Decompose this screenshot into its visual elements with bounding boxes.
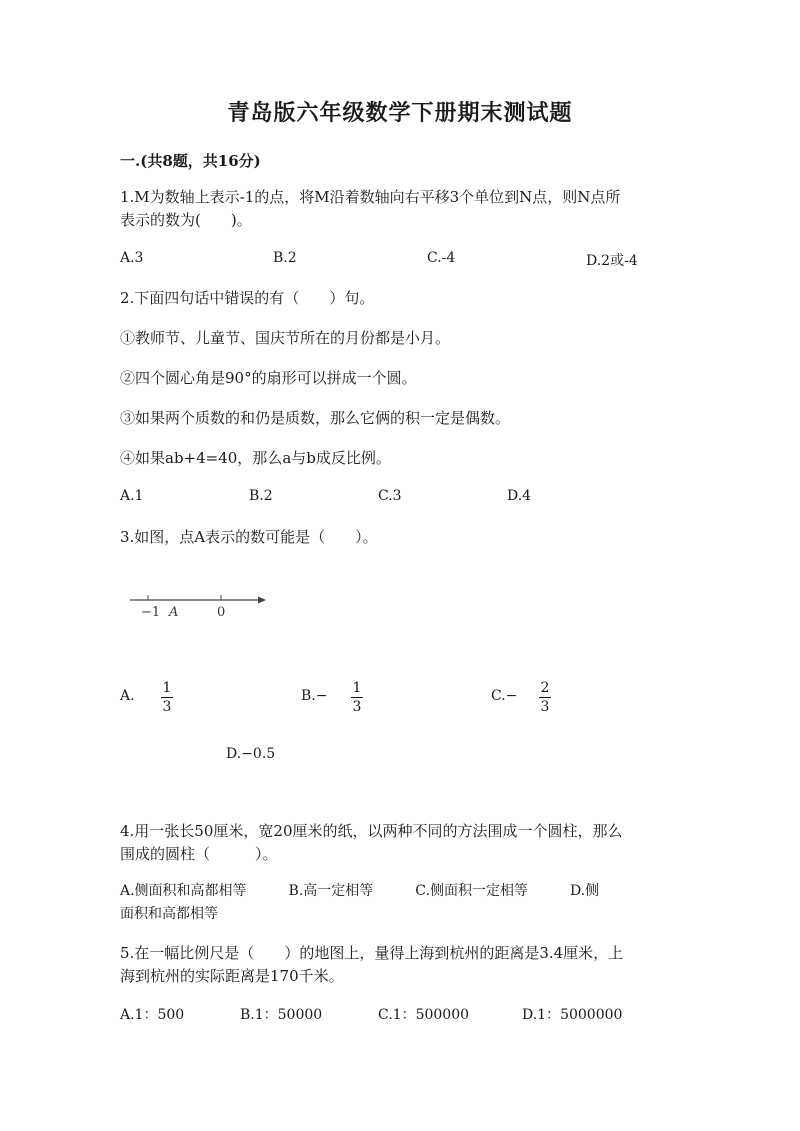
q4-options-line-2: 面积和高都相等	[120, 906, 218, 922]
q3-option-a-fraction	[161, 680, 173, 715]
fraction-numerator: 1	[162, 680, 172, 696]
number-line-figure	[128, 588, 273, 623]
q2-option-c: C.3	[378, 488, 402, 504]
fraction-denominator: 3	[162, 699, 172, 715]
q5-option-d: D.1：5000000	[522, 1007, 623, 1023]
q3-option-c-prefix: C.−	[491, 688, 518, 704]
fraction-bar	[539, 697, 551, 698]
question-5-line-2: 海到杭州的实际距离是170千米。	[120, 967, 344, 985]
question-4-line-2: 围成的圆柱（ ）。	[120, 845, 278, 863]
page-title: 青岛版六年级数学下册期末测试题	[227, 100, 573, 126]
q2-option-d: D.4	[507, 488, 532, 504]
q3-option-b-prefix: B.−	[301, 688, 328, 704]
q3-option-d: D.−0.5	[226, 746, 276, 762]
q2-option-a: A.1	[120, 488, 144, 504]
label-neg1: −1	[141, 605, 161, 620]
q4-options-line-1: A.侧面积和高都相等 B.高一定相等 C.侧面积一定相等 D.侧	[120, 883, 600, 899]
q1-option-d: D.2或-4	[586, 253, 638, 269]
question-2-statement-3: ③如果两个质数的和仍是质数，那么它俩的积一定是偶数。	[120, 409, 511, 427]
question-3-stem: 3.如图，点A表示的数可能是（ ）。	[120, 528, 378, 546]
fraction-numerator: 2	[540, 680, 550, 696]
question-2-stem: 2.下面四句话中错误的有（ ）句。	[120, 289, 375, 307]
number-line-arrowhead	[258, 597, 266, 604]
question-1-line-1: 1.M为数轴上表示-1的点，将M沿着数轴向右平移3个单位到N点，则N点所	[120, 188, 621, 206]
q3-option-c-fraction	[539, 680, 551, 715]
q3-option-a-prefix: A.	[120, 688, 135, 704]
question-5-line-1: 5.在一幅比例尺是（ ）的地图上，量得上海到杭州的距离是3.4厘米，上	[120, 944, 624, 962]
section-heading: 一.(共8题，共16分)	[120, 152, 261, 170]
fraction-bar	[351, 697, 363, 698]
fraction-bar	[161, 697, 173, 698]
question-4-line-1: 4.用一张长50厘米，宽20厘米的纸，以两种不同的方法围成一个圆柱，那么	[120, 822, 623, 840]
q1-option-a: A.3	[120, 250, 144, 266]
fraction-denominator: 3	[352, 699, 362, 715]
fraction-denominator: 3	[540, 699, 550, 715]
question-1-line-2: 表示的数为( )。	[120, 211, 252, 229]
q1-option-c: C.-4	[427, 250, 456, 266]
fraction-numerator: 1	[352, 680, 362, 696]
question-2-statement-2: ②四个圆心角是90°的扇形可以拼成一个圆。	[120, 369, 417, 387]
question-2-statement-1: ①教师节、儿童节、国庆节所在的月份都是小月。	[120, 329, 451, 347]
q1-option-b: B.2	[273, 250, 297, 266]
q5-option-c: C.1：500000	[378, 1007, 470, 1023]
question-2-statement-4: ④如果ab+4=40，那么a与b成反比例。	[120, 449, 391, 467]
q5-option-a: A.1：500	[120, 1007, 185, 1023]
q5-option-b: B.1：50000	[240, 1007, 323, 1023]
q3-option-b-fraction	[351, 680, 363, 715]
label-zero: 0	[217, 605, 226, 620]
label-point-a: A	[169, 605, 179, 620]
q2-option-b: B.2	[249, 488, 273, 504]
